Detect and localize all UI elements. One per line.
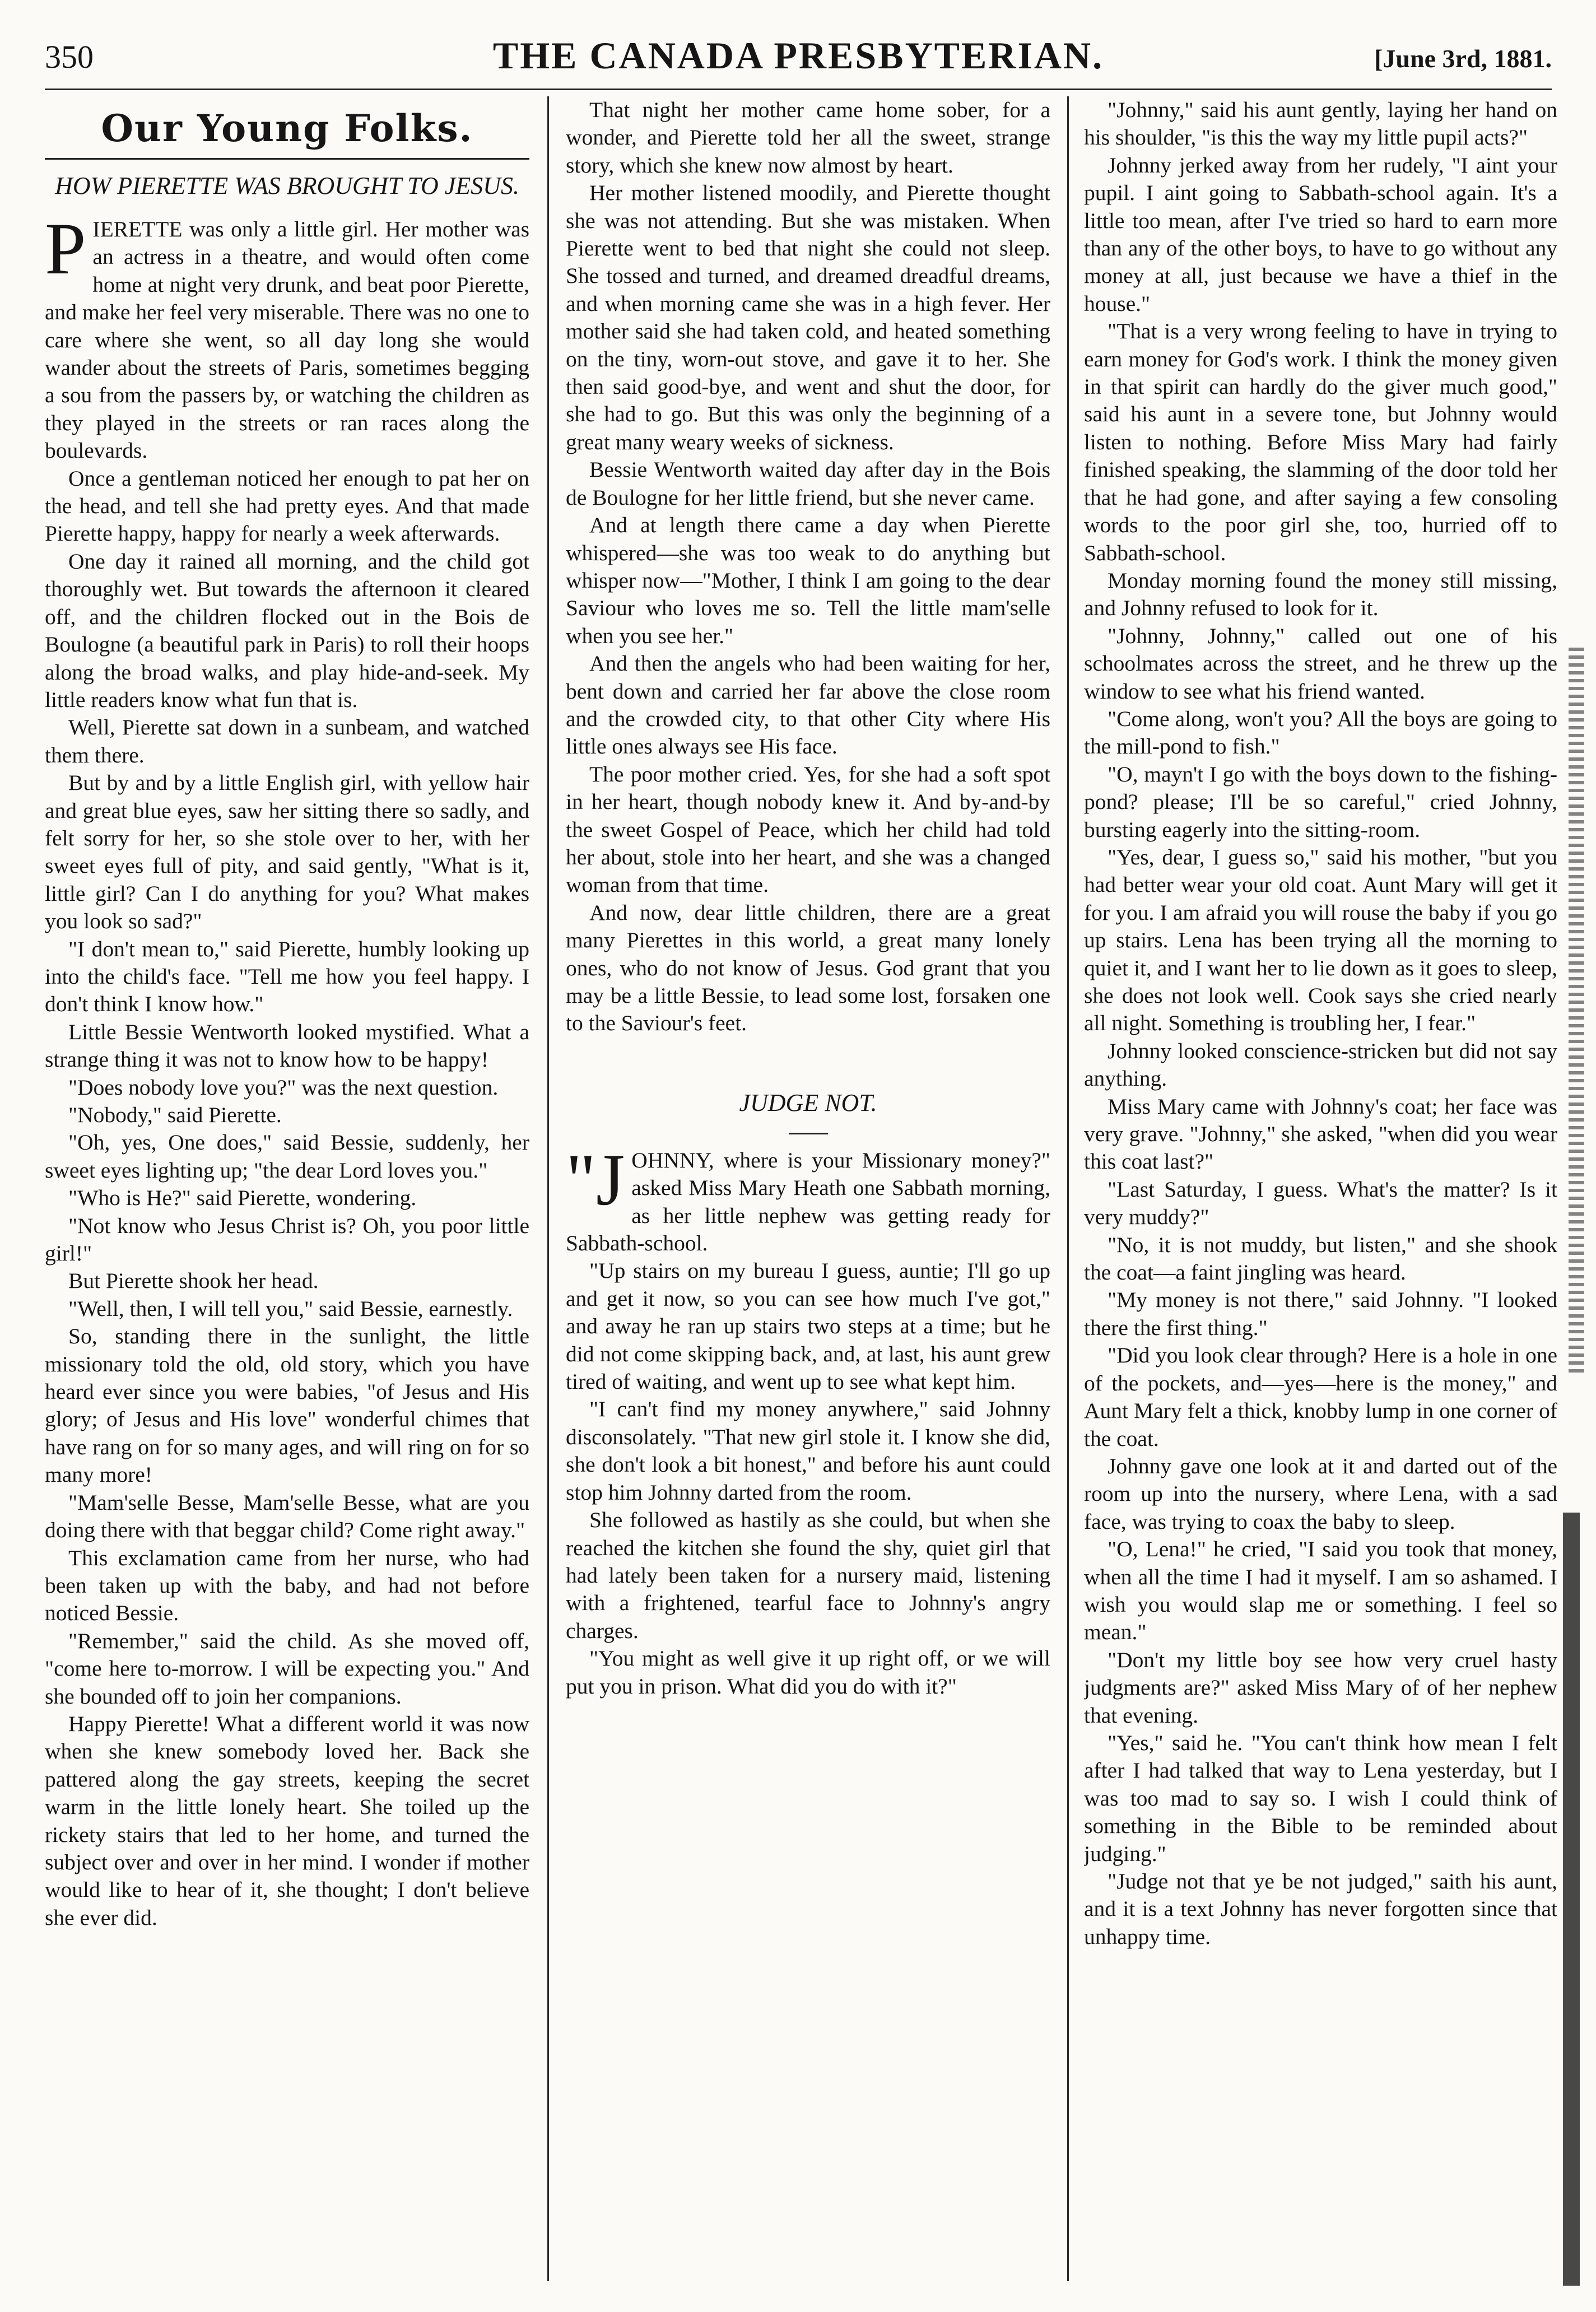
paragraph: "I can't find my money anywhere," said Johnny disconsolately. "That new girl stole it. I know she did, she don't look a bit honest," and before his aunt could stop him Johnny darted from the room. [566,1397,1050,1505]
paragraph: One day it rained all morning, and the child got thoroughly wet. But towards the afternoon it cleared off, and the children flocked out in the Bois de Boulogne (a beautiful park in Paris) to roll their hoops along the broad walks, and play hide-and-seek. My little readers know what fun that is. [45,548,529,712]
column-divider [1067,96,1069,2281]
paragraph: Monday morning found the money still missing, and Johnny refused to look for it. [1084,567,1557,621]
paragraph: So, standing there in the sunlight, the little missionary told the old, old story, which you have heard ever since you were babies, "of Jesus and His glory; of Jesus and His love" wonderful chimes that have rang on for so many ages, and will ring on for so many more! [45,1324,529,1487]
paragraph: "Nobody," said Pierette. [68,1102,282,1127]
paragraph: "O, mayn't I go with the boys down to the fishing-pond? please; I'll be so careful," cried Johnny, bursting eagerly into the sitting-room. [1084,761,1557,842]
column-3 [1084,96,1557,2281]
paragraph: Happy Pierette! What a different world it was now when she knew somebody loved her. Back she pattered along the gay streets, keeping the secret warm in the little lonely heart. She toiled up the rickety stairs that led to her home, and turned the subject over and over in her mind. I wonder if mother would like to hear of it, she thought; I don't believe she ever did. [45,1711,529,1930]
paragraph: "Up stairs on my bureau I guess, auntie; I'll go up and get it now, so you can see how much I've got," and away he ran up stairs two steps at a time; but he did not come skipping back, and, at last, his aunt grew tired of waiting, and went up to see what kept him. [566,1258,1050,1394]
paragraph: Once a gentleman noticed her enough to pat her on the head, and tell she had pretty eyes. And that made Pierette happy, happy for nearly a week afterwards. [45,466,529,546]
paragraph: And then the angels who had been waiting for her, bent down and carried her far above the close room and the crowded city, to that other City where His little ones always see His face. [566,651,1050,759]
paragraph: "Well, then, I will tell you," said Bessie, earnestly. [68,1296,513,1321]
paragraph: "Does nobody love you?" was the next question. [68,1074,499,1100]
paragraph: "Remember," said the child. As she moved off, "come here to-morrow. I will be expecting you." And she bounded off to join her companions. [45,1628,529,1709]
paragraph: Johnny gave one look at it and darted out of the room up into the nursery, where Lena, with a sad face, was trying to coax the baby to sleep. [1084,1453,1557,1534]
paragraph: Bessie Wentworth waited day after day in the Bois de Boulogne for her little friend, but she never came. [566,457,1050,510]
paragraph: Well, Pierette sat down in a sunbeam, and watched them there. [45,715,529,767]
scan-edge-mark [1563,1513,1580,2286]
story-title: JUDGE NOT. [739,1088,877,1117]
paragraph: This exclamation came from her nurse, who had been taken up with the baby, and had not before noticed Bessie. [45,1545,529,1626]
paragraph: "Johnny," said his aunt gently, laying her hand on his shoulder, "is this the way my little pupil acts?" [1084,97,1557,150]
scan-edge-mark [1569,644,1584,1373]
page-header [45,34,1552,84]
paragraph: And at length there came a day when Pierette whispered—she was too weak to do anything but whisper now—"Mother, I think I am going to the dear Saviour who loves me so. Tell the little mam'selle when you see her." [566,513,1050,648]
column-2 [566,96,1050,2281]
paragraph: Little Bessie Wentworth looked mystified. What a strange thing it was not to know how to be happy! [45,1019,529,1072]
paragraph: "O, Lena!" he cried, "I said you took that money, when all the time I had it myself. I am so ashamed. I wish you would slap me or something. I feel so mean." [1084,1537,1557,1645]
issue-date: [June 3rd, 1881. [1374,44,1552,73]
paragraph: "My money is not there," said Johnny. "I looked there the first thing." [1084,1287,1557,1340]
section-title: Our Young Folks. [45,106,529,160]
paragraph: "Did you look clear through? Here is a hole in one of the pockets, and—yes—here is the money," and Aunt Mary felt a thick, knobby lump in one corner of the coat. [1084,1343,1557,1451]
paragraph: "That is a very wrong feeling to have in trying to earn money for God's work. I think the money given in that spirit can hardly do the giver much good," said his aunt in a severe tone, but Johnny would listen to nothing. Before Miss Mary had fairly finished speaking, the slamming of the door told her that he had gone, and after saying a few consoling words to the poor girl she, too, hurried off to Sabbath-school. [1084,319,1557,565]
page-number: 350 [45,39,94,75]
paragraph: "Not know who Jesus Christ is? Oh, you poor little girl!" [45,1213,529,1266]
paragraph: "No, it is not muddy, but listen," and she shook the coat—a faint jingling was heard. [1084,1232,1557,1285]
paragraph: But by and by a little English girl, with yellow hair and great blue eyes, saw her sitting there so sadly, and felt sorry for her, so she stole over to her, with her sweet eyes full of pity, and said gently, "What is it, little girl? Can I do anything for you? What makes you look so sad?" [45,770,529,934]
paragraph: "Yes, dear, I guess so," said his mother, "but you had better wear your old coat. Aunt Mary will get it for you. I am afraid you will rouse the baby if you go up stairs. Lena has been trying all the morning to quiet it, and I want her to lie down as it goes to sleep, she does not look well. Cook says she cried nearly all night. Something is troubling her, I fear." [1084,844,1557,1036]
paragraph: "Come along, won't you? All the boys are going to the mill-pond to fish." [1084,706,1557,759]
paragraph: Miss Mary came with Johnny's coat; her face was very grave. "Johnny," she asked, "when did you wear this coat last?" [1084,1094,1557,1174]
paragraph: "JOHNNY, where is your Missionary money?" asked Miss Mary Heath one Sabbath morning, as her little nephew was getting ready for Sabbath-school. [566,1138,1050,1256]
paragraph: "Oh, yes, One does," said Bessie, suddenly, her sweet eyes lighting up; "the dear Lord loves you." [45,1130,529,1183]
header-rule [45,89,1552,90]
column-divider [547,96,549,2281]
paragraph: "You might as well give it up right off, or we will put you in prison. What did you do with it?" [566,1646,1050,1699]
paragraph: Johnny looked conscience-stricken but did not say anything. [1084,1038,1557,1091]
paragraph: She followed as hastily as she could, but when she reached the kitchen she found the shy, quiet girl that had lately been taken for a nursery maid, listening with a frightened, tearful face to Johnny's angry charges. [566,1508,1050,1643]
paragraph: "Johnny, Johnny," called out one of his schoolmates across the street, and he threw up the window to see what his friend wanted. [1084,623,1557,704]
paragraph: That night her mother came home sober, for a wonder, and Pierette told her all the sweet, strange story, which she knew now almost by heart. [566,97,1050,178]
paragraph: "Mam'selle Besse, Mam'selle Besse, what are you doing there with that beggar child? Come right away." [45,1490,529,1543]
paragraph: Her mother listened moodily, and Pierette thought she was not attending. But she was mistaken. When Pierette went to bed that night she could not sleep. She tossed and turned, and dreamed dreadful dreams, and when morning came she was in a high fever. Her mother said she had taken cold, and heated something on the tiny, worn-out stove, and gave it to her. She then said good-bye, and went and shut the door, for she had to go. But this was only the beginning of a great many weary weeks of sickness. [566,180,1050,454]
paragraph: "Last Saturday, I guess. What's the matter? Is it very muddy?" [1084,1176,1557,1230]
paragraph: "I don't mean to," said Pierette, humbly looking up into the child's face. "Tell me how you feel happy. I don't think I know how." [45,936,529,1017]
masthead-title: THE CANADA PRESBYTERIAN. [492,34,1104,77]
title-rule [789,1133,828,1134]
paragraph: And now, dear little children, there are a great many Pierettes in this world, a great many lonely ones, who do not know of Jesus. God grant that you may be a little Bessie, to lead some lost, forsaken one to the Saviour's feet. [566,900,1050,1036]
paragraph: PIERETTE was only a little girl. Her mother was an actress in a theatre, and would often come home at night very drunk, and beat poor Pierette, and make her feel very miserable. There was no one to care where she went, so all day long she would wander about the streets of Paris, sometimes begging a sou from the passers by, or watching the children as they played in the streets or ran races along the boulevards. [45,207,529,463]
paragraph: The poor mother cried. Yes, for she had a soft spot in her heart, though nobody knew it. And by-and-by the sweet Gospel of Peace, which her child had told her about, stole into her heart, and she was a changed woman from that time. [566,761,1050,897]
paragraph: "Judge not that ye be not judged," saith his aunt, and it is a text Johnny has never forgotten since that unhappy time. [1084,1869,1557,1949]
column-1 [45,96,529,2281]
paragraph: "Yes," said he. "You can't think how mean I felt after I had talked that way to Lena yesterday, but I was too mad to say so. I wish I could think of something in the Bible to be reminded about judging." [1084,1730,1557,1866]
paragraph: Johnny jerked away from her rudely, "I aint your pupil. I aint going to Sabbath-school again. It's a little too mean, after I've tried so hard to earn more than any of the other boys, to have to go without any money at all, just because we have a thief in the house." [1084,152,1557,316]
paragraph: But Pierette shook her head. [68,1268,319,1294]
paragraph: "Don't my little boy see how very cruel hasty judgments are?" asked Miss Mary of of her nephew that evening. [1084,1647,1557,1728]
story-title: HOW PIERETTE WAS BROUGHT TO JESUS. [55,172,519,199]
paragraph: "Who is He?" said Pierette, wondering. [68,1185,417,1211]
